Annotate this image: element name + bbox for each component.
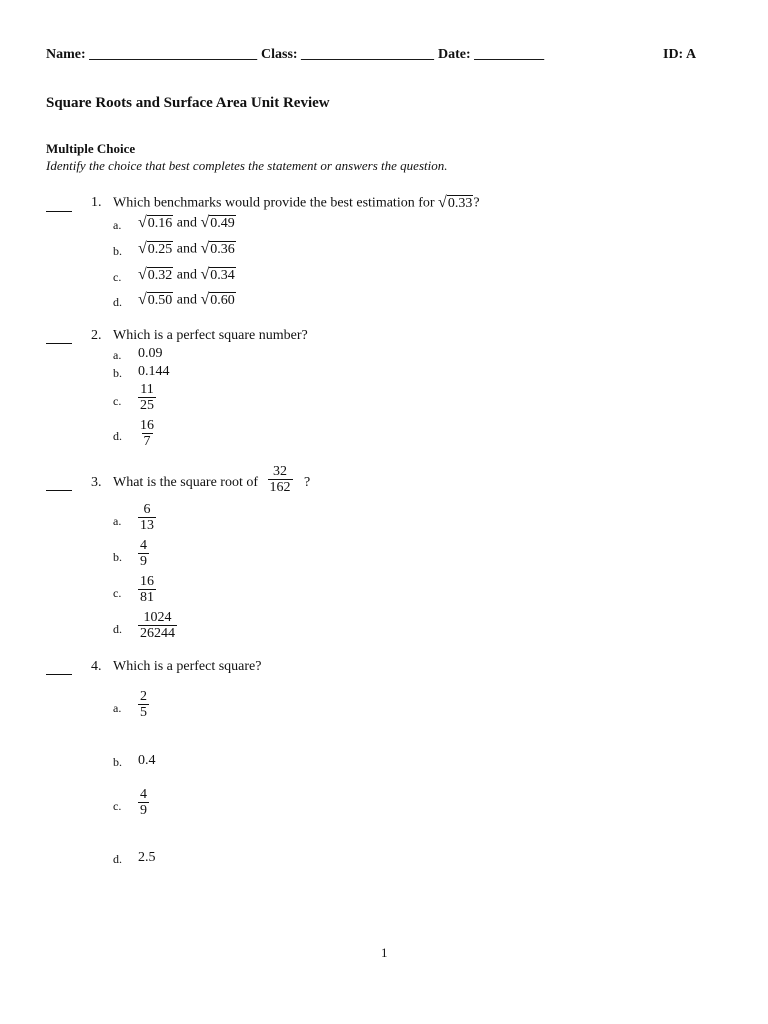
section-instructions: Identify the choice that best completes the statement or answers the question. (46, 158, 448, 173)
denominator: 13 (140, 518, 154, 534)
radical-icon: √ (200, 291, 210, 309)
id-label: ID: A (663, 47, 697, 62)
denominator: 25 (140, 398, 154, 414)
question-text-4: Which is a perfect square? (113, 659, 262, 674)
option-4d[interactable]: 2.5 (138, 850, 156, 865)
numerator: 4 (140, 538, 147, 553)
numerator: 2 (140, 689, 147, 704)
answer-blank-2[interactable] (46, 343, 72, 344)
numerator: 16 (140, 418, 154, 433)
square-root (138, 267, 173, 283)
option-3a[interactable] (138, 502, 156, 534)
radical-icon: √ (138, 240, 147, 258)
radicand: 0.16 (147, 216, 173, 231)
fraction (138, 610, 177, 642)
class-field-label: Class: ___________________ (261, 47, 435, 62)
option-letter: d. (113, 429, 122, 443)
square-root (138, 215, 173, 231)
question-text-1 (113, 195, 480, 211)
denominator: 5 (140, 705, 147, 721)
denominator: 26244 (140, 626, 175, 642)
denominator: 162 (269, 480, 291, 496)
numerator: 4 (140, 787, 147, 802)
radical-icon: √ (200, 214, 210, 232)
option-letter: a. (113, 218, 122, 232)
option-4b[interactable]: 0.4 (138, 753, 156, 768)
option-letter: c. (113, 270, 122, 284)
option-1d[interactable] (138, 292, 236, 308)
square-root (138, 241, 173, 257)
section-heading: Multiple Choice (46, 141, 136, 156)
fraction (268, 464, 293, 496)
option-letter: a. (113, 701, 122, 715)
square-root (438, 195, 473, 211)
radicand: 0.32 (147, 268, 173, 283)
conjunction: and (176, 267, 197, 283)
radical-icon: √ (138, 291, 147, 309)
fraction (138, 787, 149, 819)
option-letter: c. (113, 394, 122, 408)
option-letter: b. (113, 366, 122, 380)
radicand: 0.60 (210, 293, 235, 308)
question-number: 3. (91, 475, 102, 490)
page-title: Square Roots and Surface Area Unit Review (46, 95, 330, 111)
radicand: 0.33 (447, 196, 473, 211)
page-number: 1 (381, 945, 388, 960)
fraction (138, 418, 156, 450)
radicand: 0.36 (210, 242, 235, 257)
option-letter: c. (113, 586, 122, 600)
question-end: ? (473, 195, 480, 211)
option-3d[interactable] (138, 610, 177, 642)
radical-icon: √ (138, 266, 147, 284)
denominator: 7 (143, 434, 151, 450)
answer-blank-4[interactable] (46, 674, 72, 675)
option-2d[interactable] (138, 418, 156, 450)
square-root (201, 215, 236, 231)
denominator: 9 (140, 803, 147, 819)
numerator: 11 (140, 382, 154, 397)
square-root (201, 267, 236, 283)
option-letter: d. (113, 295, 122, 309)
option-1b[interactable] (138, 241, 236, 257)
option-1c[interactable] (138, 267, 236, 283)
fraction (138, 382, 156, 414)
radical-icon: √ (200, 240, 210, 258)
question-number: 1. (91, 195, 102, 210)
radical-icon: √ (438, 194, 447, 212)
question-stem: Which benchmarks would provide the best estimation for (113, 195, 435, 211)
answer-blank-1[interactable] (46, 211, 72, 212)
option-1a[interactable] (138, 215, 236, 231)
fraction (138, 502, 156, 534)
option-3c[interactable] (138, 574, 156, 606)
option-letter: b. (113, 550, 122, 564)
conjunction: and (176, 215, 197, 231)
fraction (138, 538, 149, 570)
radicand: 0.25 (147, 242, 173, 257)
option-letter: d. (113, 852, 122, 866)
fraction (138, 574, 156, 606)
question-end: ? (304, 475, 311, 490)
radical-icon: √ (200, 266, 210, 284)
option-2a[interactable]: 0.09 (138, 346, 163, 361)
radicand: 0.49 (210, 216, 235, 231)
conjunction: and (176, 292, 197, 308)
numerator: 1024 (143, 610, 172, 625)
answer-blank-3[interactable] (46, 490, 72, 491)
numerator: 16 (140, 574, 154, 589)
option-letter: a. (113, 514, 122, 528)
numerator: 6 (143, 502, 151, 517)
question-number: 4. (91, 659, 102, 674)
square-root (201, 292, 236, 308)
radical-icon: √ (138, 214, 147, 232)
option-2c[interactable] (138, 382, 156, 414)
question-text-2: Which is a perfect square number? (113, 328, 308, 343)
conjunction: and (176, 241, 197, 257)
square-root (138, 292, 173, 308)
option-letter: d. (113, 622, 122, 636)
denominator: 9 (140, 554, 147, 570)
radicand: 0.50 (147, 293, 173, 308)
numerator: 32 (273, 464, 288, 479)
option-3b[interactable] (138, 538, 149, 570)
option-letter: b. (113, 244, 122, 258)
question-number: 2. (91, 328, 102, 343)
radicand: 0.34 (210, 268, 235, 283)
option-letter: c. (113, 799, 122, 813)
option-2b[interactable]: 0.144 (138, 364, 170, 379)
option-4a[interactable] (138, 689, 149, 721)
date-field-label: Date: __________ (438, 47, 545, 62)
option-4c[interactable] (138, 787, 149, 819)
name-field-label: Name: ________________________ (46, 47, 258, 62)
fraction (138, 689, 149, 721)
denominator: 81 (140, 590, 154, 606)
question-stem: What is the square root of (113, 475, 259, 490)
option-letter: b. (113, 755, 122, 769)
question-text-3 (113, 464, 310, 496)
square-root (201, 241, 236, 257)
option-letter: a. (113, 348, 122, 362)
